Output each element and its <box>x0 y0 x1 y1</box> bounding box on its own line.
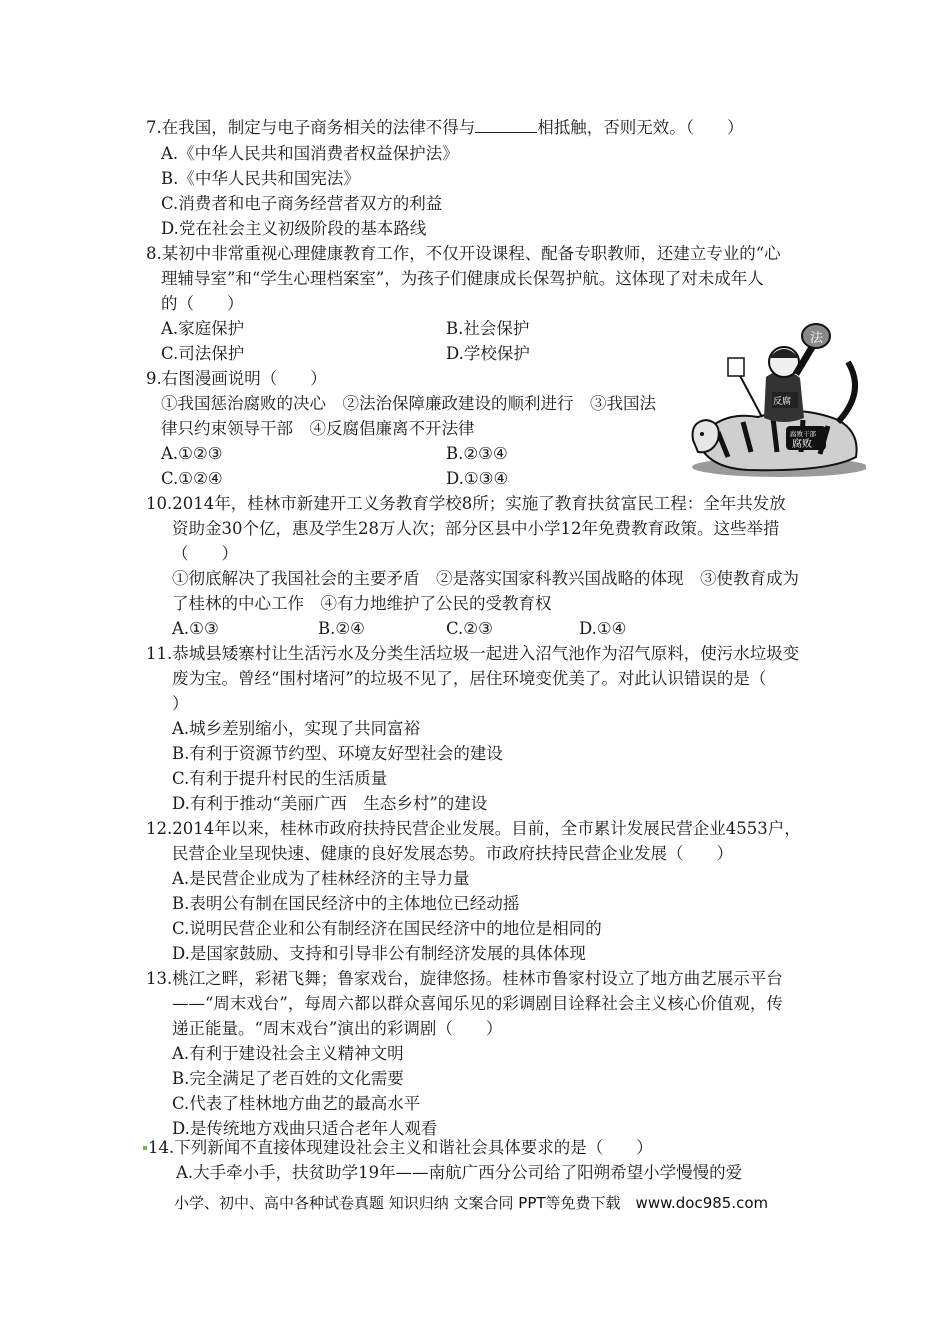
green-dot-marker <box>143 1146 147 1150</box>
q10-option-c: C.②③ <box>446 619 493 638</box>
q12-stem-line-1: 12.2014年以来，桂林市政府扶持民营企业发展。目前，全市累计发展民营企业4553户， <box>146 819 801 838</box>
q12-option-a: A.是民营企业成为了桂林经济的主导力量 <box>172 869 470 888</box>
q11-option-b: B.有利于资源节约型、环境友好型社会的建设 <box>172 744 503 763</box>
q10-stem-line-5: 了桂林的中心工作 ④有力地维护了公民的受教育权 <box>172 594 552 613</box>
q8-option-a: A.家庭保护 <box>161 319 245 338</box>
q11-stem-line-3: ） <box>172 694 189 713</box>
q7-stem-line-1: 7.在我国，制定与电子商务相关的法律不得与 相抵触，否则无效。（ ） <box>146 118 744 137</box>
q9-stem-line-1: 9.右图漫画说明（ ） <box>146 369 327 388</box>
tiger-label: 腐败 <box>792 439 812 450</box>
q12-option-c: C.说明民营企业和公有制经济在国民经济中的地位是相同的 <box>172 919 602 938</box>
q7-option-b: B.《中华人民共和国宪法》 <box>161 169 360 188</box>
q12-stem-line-2: 民营企业呈现快速、健康的良好发展态势。市政府扶持民营企业发展（ ） <box>172 844 733 863</box>
q10-option-d: D.①④ <box>579 619 627 638</box>
q7-option-a: A.《中华人民共和国消费者权益保护法》 <box>161 144 459 163</box>
answer-blank[interactable] <box>475 117 537 133</box>
q14-stem-line-1: 14.下列新闻不直接体现建设社会主义和谐社会具体要求的是（ ） <box>148 1138 653 1157</box>
q8-stem-line-2: 理辅导室”和“学生心理档案室”，为孩子们健康成长保驾护航。这体现了对未成年人 <box>161 269 764 288</box>
tiger-tag: 腐败干部 <box>790 430 816 438</box>
q14-option-a: A.大手牵小手，扶贫助学19年——南航广西分公司给了阳朔希望小学慢慢的爱 <box>176 1163 743 1182</box>
q11-option-a: A.城乡差别缩小，实现了共同富裕 <box>172 719 421 738</box>
q10-stem-line-1: 10.2014年，桂林市新建开工义务教育学校8所；实施了教育扶贫富民工程：全年共发放 <box>146 494 786 513</box>
q7-option-d: D.党在社会主义初级阶段的基本路线 <box>161 219 427 238</box>
figure-tag: 反腐 <box>773 397 792 407</box>
q9-option-d: D.①③④ <box>446 469 509 488</box>
anti-corruption-cartoon <box>688 322 866 478</box>
q9-stem-line-2: ①我国惩治腐败的决心 ②法治保障廉政建设的顺利进行 ③我国法 <box>161 394 656 413</box>
q9-option-c: C.①②④ <box>161 469 223 488</box>
q13-option-c: C.代表了桂林地方曲艺的最高水平 <box>172 1094 421 1113</box>
q11-stem-line-1: 11.恭城县矮寨村让生活污水及分类生活垃圾一起进入沼气池作为沼气原料，使污水垃圾变 <box>146 644 800 663</box>
q9-stem-line-3: 律只约束领导干部 ④反腐倡廉离不开法律 <box>161 419 475 438</box>
q7-option-c: C.消费者和电子商务经营者双方的利益 <box>161 194 443 213</box>
q10-option-a: A.①③ <box>172 619 219 638</box>
q8-stem-line-3: 的（ ） <box>161 294 244 313</box>
q8-option-d: D.学校保护 <box>446 344 530 363</box>
fist-label: 法 <box>810 331 824 346</box>
q13-option-b: B.完全满足了老百姓的文化需要 <box>172 1069 404 1088</box>
q8-stem-line-1: 8.某初中非常重视心理健康教育工作，不仅开设课程、配备专职教师，还建立专业的“心 <box>146 244 781 263</box>
q13-stem-line-3: 递正能量。“周末戏台”演出的彩调剧（ ） <box>172 1019 503 1038</box>
q9-option-b: B.②③④ <box>446 444 508 463</box>
page-footer: 小学、初中、高中各种试卷真题 知识归纳 文案合同 PPT等免费下载 www.doc985.com <box>174 1194 769 1212</box>
q9-option-a: A.①②③ <box>161 444 223 463</box>
q12-option-d: D.是国家鼓励、支持和引导非公有制经济发展的具体体现 <box>172 944 586 963</box>
q10-option-b: B.②④ <box>318 619 365 638</box>
q11-option-d: D.有利于推动“美丽广西 生态乡村”的建设 <box>172 794 488 813</box>
q13-option-d: D.是传统地方戏曲只适合老年人观看 <box>172 1119 438 1138</box>
q13-stem-line-2: ——“周末戏台”，每周六都以群众喜闻乐见的彩调剧目诠释社会主义核心价值观，传 <box>172 994 783 1013</box>
q11-option-c: C.有利于提升村民的生活质量 <box>172 769 388 788</box>
q10-stem-line-3: （ ） <box>172 544 238 563</box>
q13-option-a: A.有利于建设社会主义精神文明 <box>172 1044 404 1063</box>
q10-stem-line-4: ①彻底解决了我国社会的主要矛盾 ②是落实国家科教兴国战略的体现 ③使教育成为 <box>172 569 799 588</box>
q13-stem-line-1: 13.桃江之畔，彩裙飞舞；鲁家戏台，旋律悠扬。桂林市鲁家村设立了地方曲艺展示平台 <box>146 969 783 988</box>
q8-option-c: C.司法保护 <box>161 344 245 363</box>
q12-option-b: B.表明公有制在国民经济中的主体地位已经动摇 <box>172 894 520 913</box>
q10-stem-line-2: 资助金30个亿，惠及学生28万人次；部分区县中小学12年免费教育政策。这些举措 <box>172 519 780 538</box>
q11-stem-line-2: 废为宝。曾经“围村堵河”的垃圾不见了，居住环境变优美了。对此认识错误的是（ <box>172 669 767 688</box>
q8-option-b: B.社会保护 <box>446 319 530 338</box>
